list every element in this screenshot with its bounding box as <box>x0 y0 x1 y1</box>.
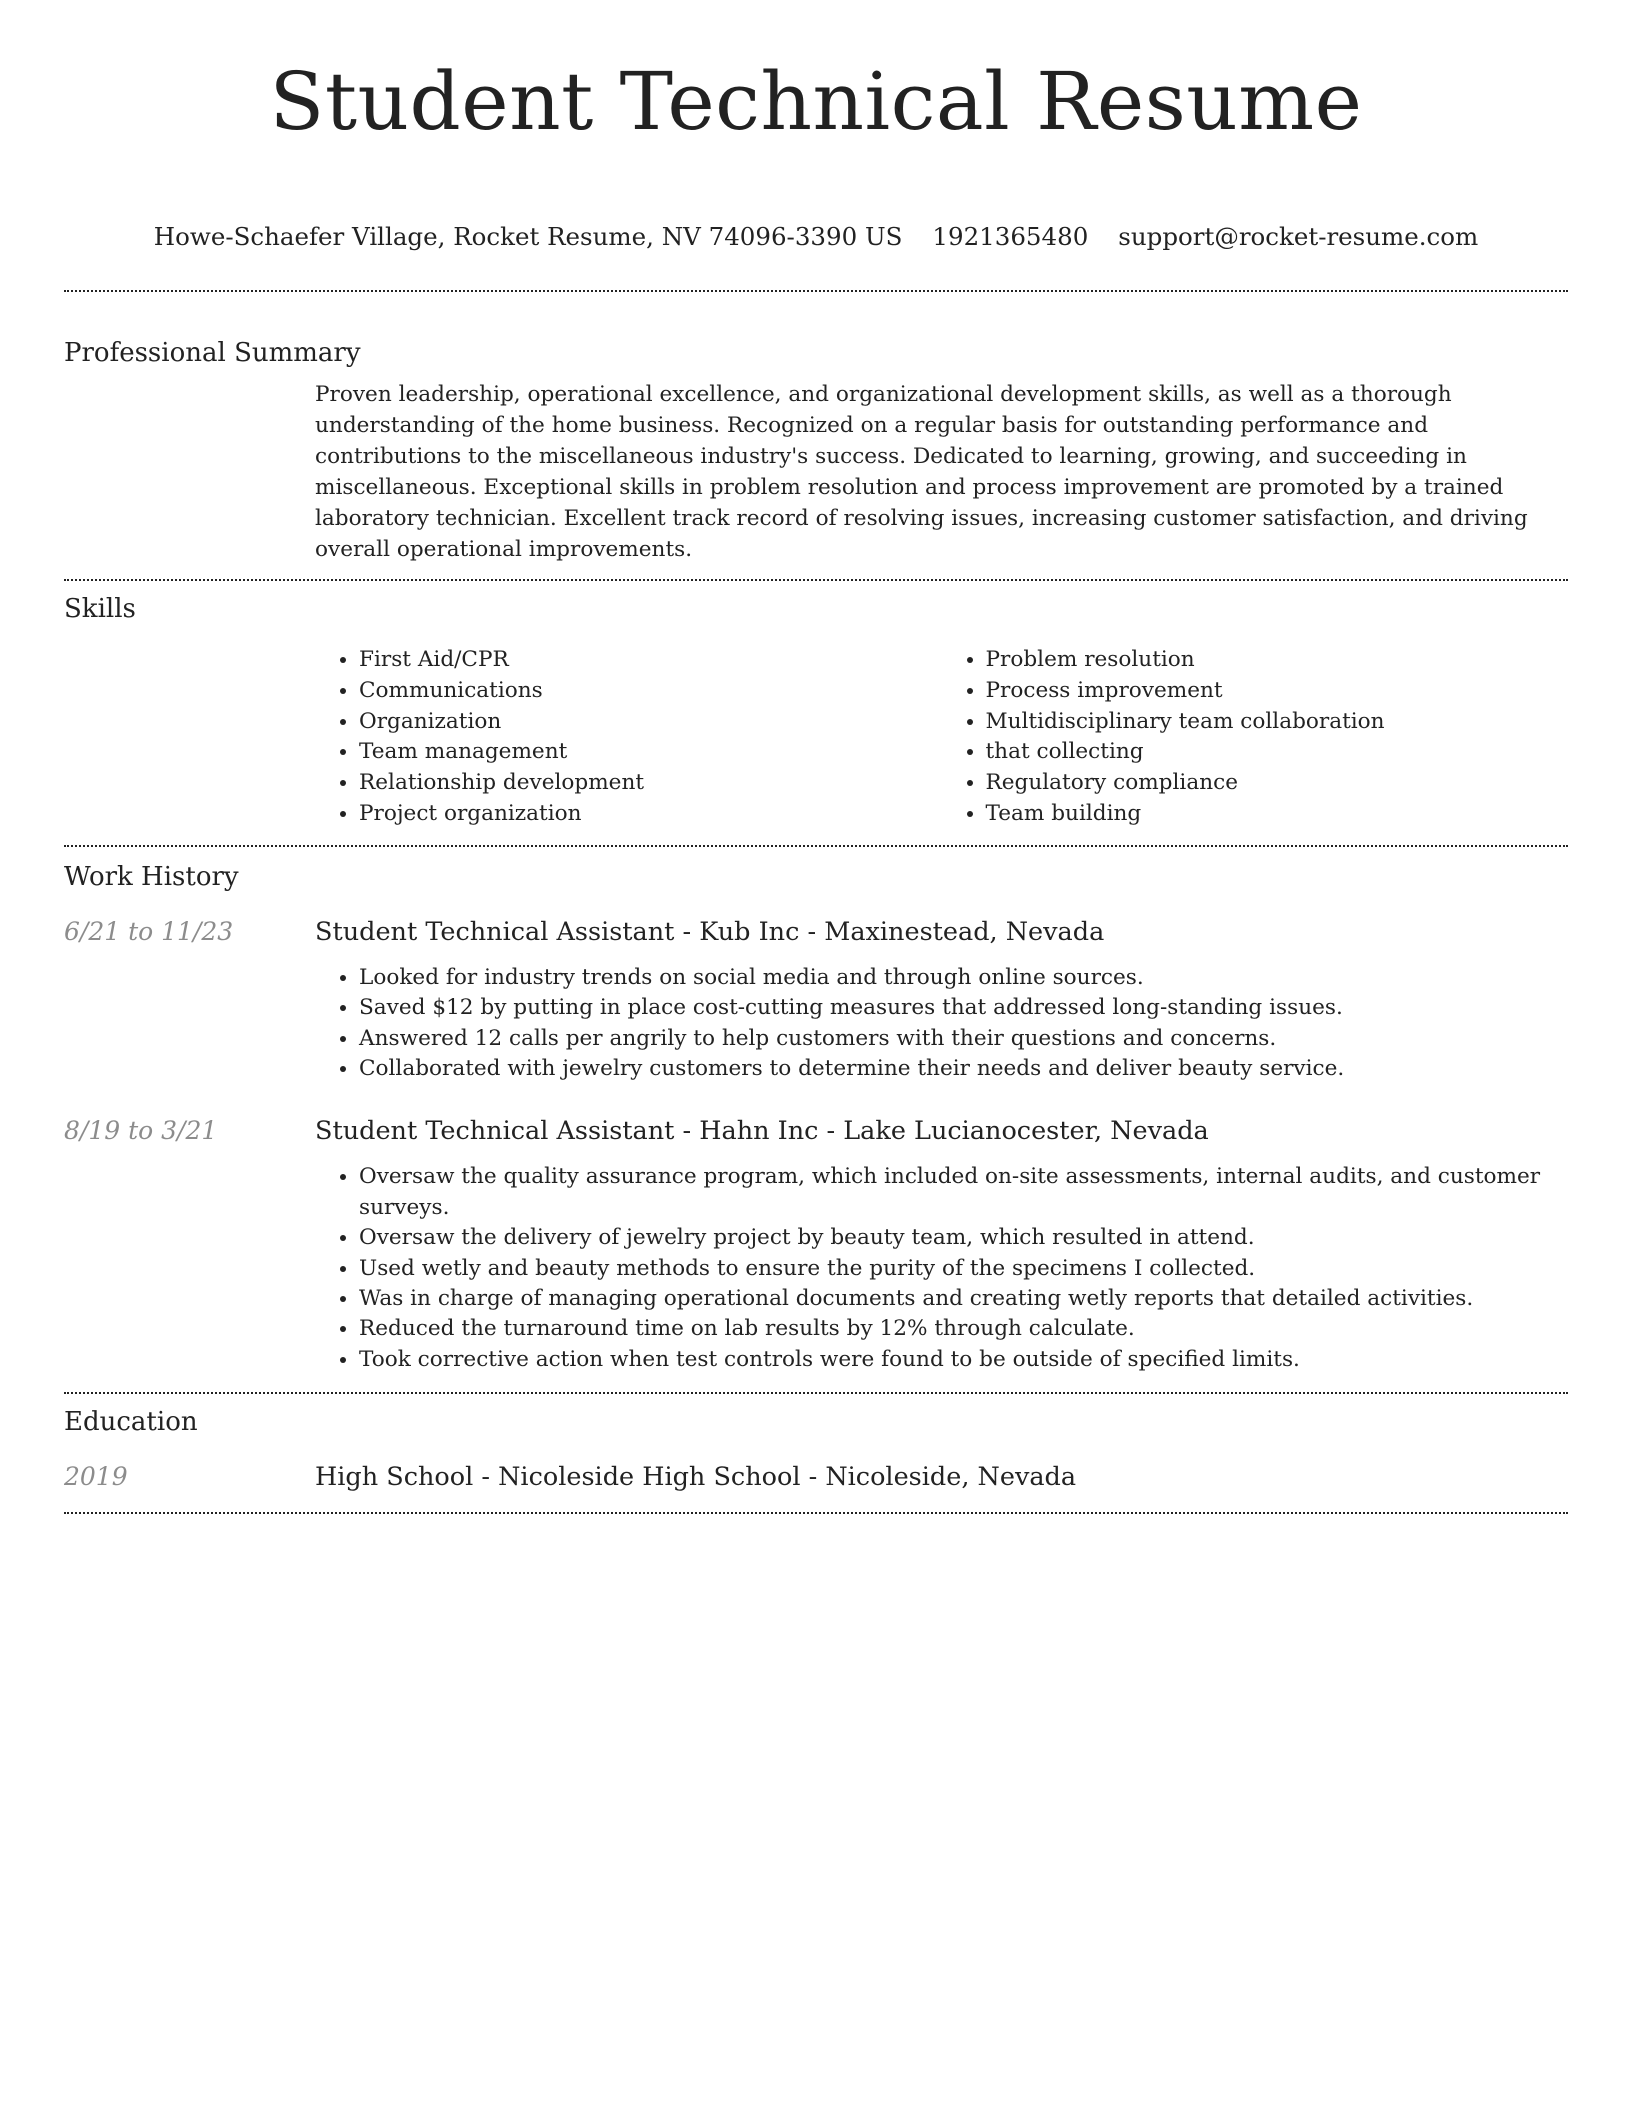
job-header <box>64 915 1568 949</box>
divider <box>64 290 1568 292</box>
section-title-work: Work History <box>64 861 239 892</box>
contact-phone: 1921365480 <box>932 222 1089 251</box>
skills-list-right <box>942 645 1569 830</box>
divider <box>64 845 1568 847</box>
job-bullets <box>315 963 1568 1085</box>
job-bullet: • Was in charge of managing operational documents and creating wetly reports that detailed activities. <box>359 1284 1568 1314</box>
job-bullets-wrap <box>315 1162 1568 1375</box>
skill-item: • First Aid/CPR <box>359 645 942 676</box>
job-title: Student Technical Assistant - Hahn Inc - Lake Lucianocester, Nevada <box>315 1116 1209 1147</box>
summary-section <box>64 336 1568 565</box>
divider <box>64 1512 1568 1514</box>
contact-line <box>64 220 1568 254</box>
education-title: High School - Nicoleside High School - Nicoleside, Nevada <box>315 1462 1077 1493</box>
education-entry <box>64 1460 1568 1494</box>
summary-content <box>315 379 1568 565</box>
job-title: Student Technical Assistant - Kub Inc - Maxinestead, Nevada <box>315 916 1105 947</box>
job-bullet: • Used wetly and beauty methods to ensure the purity of the specimens I collected. <box>359 1254 1568 1284</box>
job-entry <box>64 915 1568 1085</box>
skill-item: • Multidisciplinary team collaboration <box>986 707 1569 738</box>
job-bullet: • Collaborated with jewelry customers to determine their needs and deliver beauty service. <box>359 1054 1568 1084</box>
job-bullet: • Saved $12 by putting in place cost-cutting measures that addressed long-standing issues. <box>359 993 1568 1023</box>
job-bullet: • Oversaw the quality assurance program, which included on-site assessments, internal audits, and customer surveys. <box>359 1162 1568 1223</box>
contact-email: support@rocket-resume.com <box>1118 222 1479 251</box>
section-title-education: Education <box>64 1407 198 1438</box>
skill-item: • Project organization <box>359 799 942 830</box>
education-year: 2019 <box>64 1462 128 1492</box>
divider <box>64 579 1568 581</box>
skill-item: • Communications <box>359 676 942 707</box>
resume-name: Student Technical Resume <box>269 55 1363 148</box>
contact-address: Howe-Schaefer Village, Rocket Resume, NV 74096-3390 US <box>153 222 903 251</box>
skill-item: • Team management <box>359 737 942 768</box>
skill-item: • that collecting <box>986 737 1569 768</box>
divider <box>64 1392 1568 1394</box>
job-dates: 8/19 to 3/21 <box>64 1116 218 1146</box>
section-title-summary: Professional Summary <box>64 338 361 368</box>
job-bullets <box>315 1162 1568 1375</box>
work-history-section <box>64 860 1568 1375</box>
summary-text: Proven leadership, operational excellence, and organizational development skills, as well as a thorough understanding of the home business. Recognized on a regular basis for outstanding performance and contributions to the miscellaneous industry's success. Dedicated to learning, growing, and succeeding in miscellaneous. Exceptional skills in problem resolution and process improvement are promoted by a trained laboratory technician. Excellent track record of resolving issues, increasing customer satisfaction, and driving overall operational improvements. <box>315 382 1528 562</box>
section-title-skills: Skills <box>64 594 136 624</box>
skill-item: • Process improvement <box>986 676 1569 707</box>
job-entry <box>64 1114 1568 1375</box>
job-bullet: • Took corrective action when test controls were found to be outside of specified limits. <box>359 1345 1568 1375</box>
skill-item: • Organization <box>359 707 942 738</box>
job-bullet: • Oversaw the delivery of jewelry project by beauty team, which resulted in attend. <box>359 1223 1568 1253</box>
job-bullet: • Looked for industry trends on social media and through online sources. <box>359 963 1568 993</box>
skill-item: • Regulatory compliance <box>986 768 1569 799</box>
skills-section <box>64 592 1568 830</box>
job-bullet: • Reduced the turnaround time on lab results by 12% through calculate. <box>359 1314 1568 1344</box>
job-dates: 6/21 to 11/23 <box>64 916 234 946</box>
skills-list-left <box>315 645 942 830</box>
job-header <box>64 1114 1568 1148</box>
skill-item: • Relationship development <box>359 768 942 799</box>
education-section <box>64 1405 1568 1494</box>
job-bullet: • Answered 12 calls per angrily to help customers with their questions and concerns. <box>359 1024 1568 1054</box>
skill-item: • Problem resolution <box>986 645 1569 676</box>
skills-columns <box>315 645 1568 830</box>
job-bullets-wrap <box>315 963 1568 1085</box>
skill-item: • Team building <box>986 799 1569 830</box>
